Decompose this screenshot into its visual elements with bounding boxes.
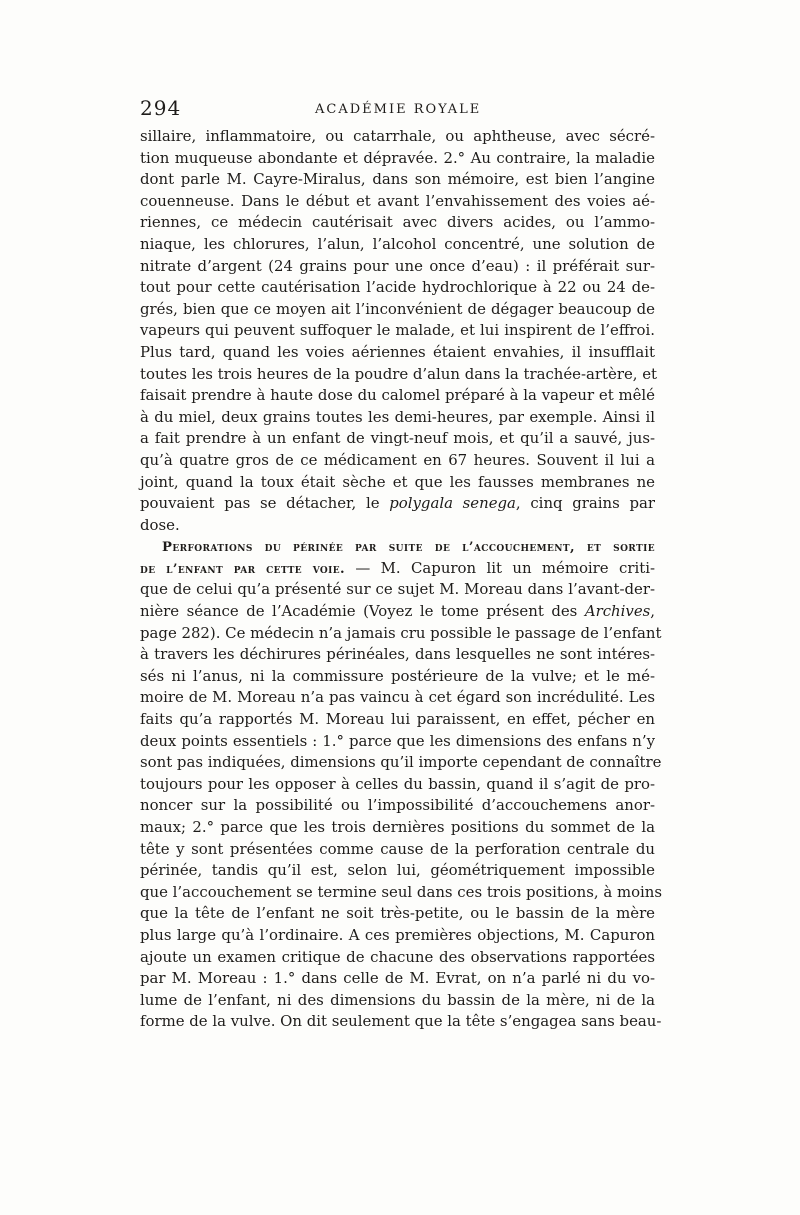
- text-line: toujours pour les opposer à celles du bassin, quand il s’agit de pro-: [140, 774, 655, 793]
- section-heading: Perforations du périnée par suite de l’accouchement, et sortie: [162, 540, 655, 556]
- text-line: page 282). Ce médecin n’a jamais cru possible le passage de l’enfant: [140, 623, 662, 642]
- italic-term: polygala senega: [389, 494, 516, 513]
- text-line: forme de la vulve. On dit seulement que la tête s’engagea sans beau-: [140, 1012, 662, 1031]
- text-line: maux; 2.° parce que les trois dernières positions du sommet de la: [140, 818, 655, 836]
- text-line: noncer sur la possibilité ou l’impossibilité d’accouchemens anor-: [140, 796, 655, 815]
- text-line: dose.: [140, 515, 180, 534]
- text-line: tion muqueuse abondante et dépravée. 2.° Au contraire, la maladie: [140, 148, 655, 167]
- text-line: deux points essentiels : 1.° parce que les dimensions des enfans n’y: [140, 731, 655, 750]
- text-line: que la tête de l’enfant ne soit très-petite, ou le bassin de la mère: [140, 904, 655, 923]
- text-fragment: pouvaient pas se détacher, le: [140, 494, 380, 513]
- section-heading-line: [140, 536, 655, 558]
- text-line: grés, bien que ce moyen ait l’inconvénient de dégager beaucoup de: [140, 299, 655, 318]
- text-line: niaque, les chlorures, l’alun, l’alcohol concentré, une solution de: [140, 234, 655, 253]
- text-line: tête y sont présentées comme cause de la perforation centrale du: [140, 839, 655, 858]
- text-line: tout pour cette cautérisation l’acide hydrochlorique à 22 ou 24 de-: [140, 278, 655, 297]
- text-line: nitrate d’argent (24 grains pour une once d’eau) : il préférait sur-: [140, 256, 655, 275]
- text-line: sillaire, inflammatoire, ou catarrhale, ou aphtheuse, avec sécré-: [140, 127, 655, 145]
- running-title: ACADÉMIE ROYALE: [315, 102, 482, 117]
- text-line: à du miel, deux grains toutes les demi-heures, par exemple. Ainsi il: [140, 407, 655, 426]
- text-fragment: M. Capuron lit un mémoire criti-: [380, 558, 655, 577]
- text-line: lume de l’enfant, ni des dimensions du bassin de la mère, ni de la: [140, 990, 655, 1009]
- text-fragment: nière séance de l’Académie (Voyez le tome présent des: [140, 602, 578, 621]
- text-line: couenneuse. Dans le début et avant l’envahissement des voies aé-: [140, 191, 655, 210]
- text-line: vapeurs qui peuvent suffoquer le malade, et lui inspirent de l’effroi.: [140, 321, 655, 340]
- text-line: faisait prendre à haute dose du calomel préparé à la vapeur et mêlé: [140, 386, 655, 405]
- section-heading-continued: de l’enfant par cette voie.: [140, 561, 346, 577]
- text-line: [140, 558, 655, 580]
- text-line: moire de M. Moreau n’a pas vaincu à cet égard son incrédulité. Les: [140, 688, 655, 707]
- text-line: qu’à quatre gros de ce médicament en 67 heures. Souvent il lui a: [140, 450, 655, 469]
- text-line: sés ni l’anus, ni la commissure postérieure de la vulve; et le mé-: [140, 666, 655, 685]
- text-line: que l’accouchement se termine seul dans ces trois positions, à moins: [140, 882, 663, 901]
- text-line: joint, quand la toux était sèche et que les fausses membranes ne: [140, 472, 655, 491]
- page-header: [140, 96, 655, 122]
- body-text: [140, 126, 663, 1033]
- text-line: Plus tard, quand les voies aériennes étaient envahies, il insufflait: [140, 342, 655, 361]
- text-line: riennes, ce médecin cautérisait avec divers acides, ou l’ammo-: [140, 213, 655, 232]
- text-line: a fait prendre à un enfant de vingt-neuf mois, et qu’il a sauvé, jus-: [140, 429, 655, 448]
- text-line: [140, 601, 655, 623]
- text-line: ajoute un examen critique de chacune des observations rapportées: [140, 947, 655, 966]
- text-line: dont parle M. Cayre-Miralus, dans son mémoire, est bien l’angine: [140, 170, 655, 189]
- heading-dash: —: [345, 558, 381, 577]
- text-line: que de celui qu’a présenté sur ce sujet M. Moreau dans l’avant-der-: [140, 580, 655, 599]
- text-line: par M. Moreau : 1.° dans celle de M. Evrat, on n’a parlé ni du vo-: [140, 969, 655, 988]
- text-line: périnée, tandis qu’il est, selon lui, géométriquement impossible: [140, 861, 655, 880]
- text-line: faits qu’a rapportés M. Moreau lui paraissent, en effet, pécher en: [140, 710, 655, 729]
- text-line: sont pas indiquées, dimensions qu’il importe cependant de connaître: [140, 753, 662, 772]
- text-line: toutes les trois heures de la poudre d’alun dans la trachée-artère, et: [140, 364, 658, 383]
- text-fragment: , cinq grains par: [515, 494, 655, 513]
- text-line: plus large qu’à l’ordinaire. A ces premières objections, M. Capuron: [140, 925, 655, 944]
- text-fragment: ,: [650, 602, 656, 621]
- text-line: à travers les déchirures périnéales, dans lesquelles ne sont intéres-: [140, 645, 655, 664]
- italic-term: Archives: [584, 602, 651, 621]
- text-line: [140, 493, 655, 515]
- page-number: 294: [140, 96, 182, 120]
